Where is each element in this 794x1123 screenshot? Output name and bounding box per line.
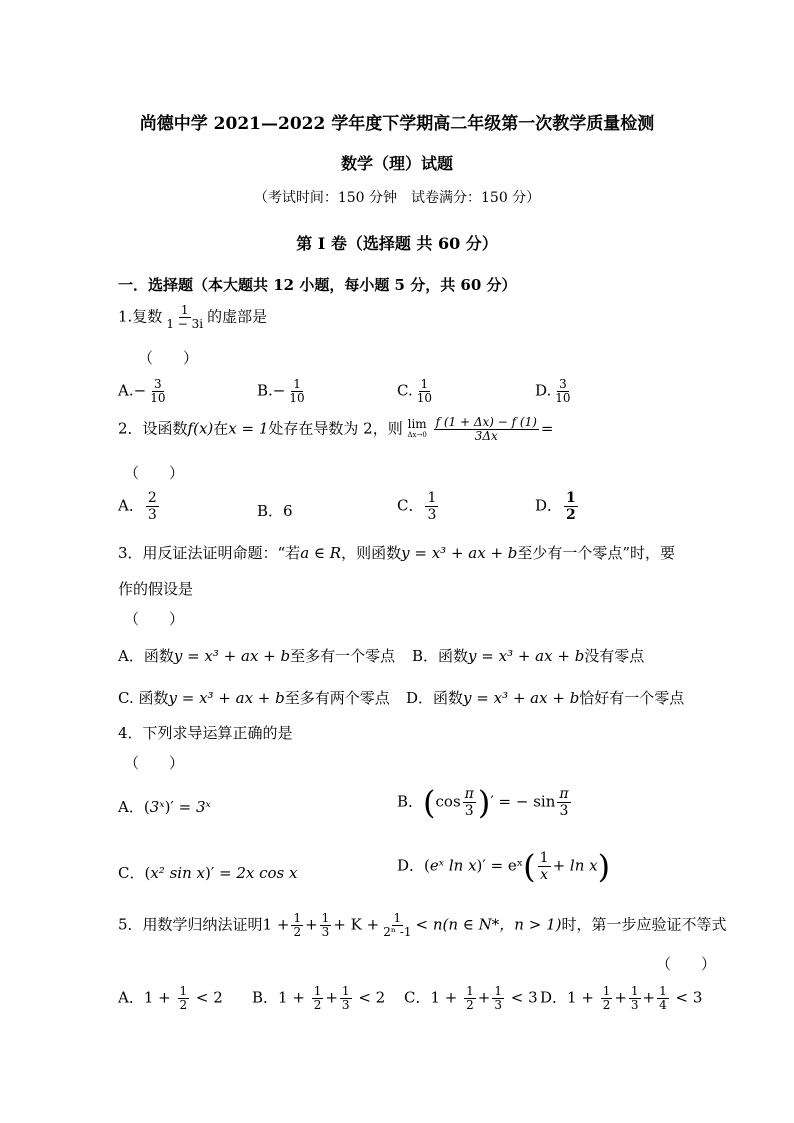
question-5: 5．用数学归纳法证明1 + $\frac{1}{2}$ + $\frac{1}{3}$ + K + $\frac{1}{\text{2ⁿ -1}}$ < n(n ∈ N*，n > 1)时，第一步应验证不等式 bbox=[118, 911, 727, 939]
q5-option-c[interactable]: C．1 + $\frac{1}{2}$ + $\frac{1}{3}$ < 3 bbox=[404, 984, 538, 1012]
answer-blank-1[interactable]: （ ） bbox=[138, 349, 199, 367]
q1-option-b[interactable]: B.− $\frac{1}{10}$ bbox=[257, 377, 305, 405]
q3-option-d[interactable]: D．函数y = x³ + ax + b恰好有一个零点 bbox=[406, 689, 685, 707]
q4-option-a[interactable]: A．(3ˣ)′ = 3ˣ bbox=[118, 798, 211, 816]
question-1: 1.复数 $\frac{1}{1 - 3i}$ 的虚部是 bbox=[118, 303, 268, 331]
answer-blank-4[interactable]: （ ） bbox=[124, 754, 185, 772]
q3-option-c[interactable]: C. 函数y = x³ + ax + b至多有两个零点 bbox=[118, 689, 390, 707]
q1-option-a[interactable]: A.− $\frac{3}{10}$ bbox=[118, 377, 166, 405]
section-heading: 一．选择题（本大题共 12 小题，每小题 5 分，共 60 分） bbox=[118, 276, 517, 294]
question-2: 2．设函数f(x)在x = 1处存在导数为 2，则 lim Δx→0 $\frac{f (1 + \Delta x) - f (1)}{3\Delta x}$ = bbox=[118, 415, 554, 443]
exam-title: 尚德中学 2021—2022 学年度下学期高二年级第一次教学质量检测 bbox=[139, 114, 655, 134]
answer-blank-5[interactable]: （ ） bbox=[656, 955, 717, 973]
q5-option-a[interactable]: A．1 + $\frac{1}{2}$ < 2 bbox=[118, 984, 223, 1012]
q2-option-b[interactable]: B．6 bbox=[257, 502, 293, 520]
q4-option-d[interactable]: D．(eˣ ln x)′ = eˣ( $\frac{1}{x}$ + ln x) bbox=[397, 847, 611, 886]
q3-option-a[interactable]: A．函数y = x³ + ax + b至多有一个零点 bbox=[118, 647, 396, 665]
q2-option-c[interactable]: C． $\frac{1}{3}$ bbox=[397, 490, 437, 523]
volume-heading: 第 I 卷（选择题 共 60 分） bbox=[296, 234, 498, 253]
exam-info: （考试时间：150 分钟 试卷满分：150 分） bbox=[253, 190, 541, 206]
q4-option-b[interactable]: B．(cos $\frac{\pi}{3}$ )′ = − sin $\frac{\pi}{3}$ bbox=[397, 783, 569, 822]
answer-blank-2[interactable]: （ ） bbox=[124, 464, 185, 482]
answer-blank-3[interactable]: （ ） bbox=[124, 610, 185, 628]
question-3-line-1: 3．用反证法证明命题：“若a ∈ R，则函数y = x³ + ax + b至少有一个零点”时，要 bbox=[118, 544, 676, 562]
question-4: 4．下列求导运算正确的是 bbox=[118, 724, 293, 742]
q5-option-b[interactable]: B．1 + $\frac{1}{2}$ + $\frac{1}{3}$ < 2 bbox=[252, 984, 386, 1012]
q2-option-d[interactable]: D． $\frac{1}{2}$ bbox=[535, 490, 576, 523]
q1-option-d[interactable]: D. $\frac{3}{10}$ bbox=[535, 377, 571, 405]
q1-option-c[interactable]: C. $\frac{1}{10}$ bbox=[397, 377, 432, 405]
q5-option-d[interactable]: D．1 + $\frac{1}{2}$ + $\frac{1}{3}$ + $\frac{1}{4}$ < 3 bbox=[540, 984, 703, 1012]
q4-option-c[interactable]: C．(x² sin x)′ = 2x cos x bbox=[118, 864, 298, 882]
exam-subtitle: 数学（理）试题 bbox=[340, 154, 453, 173]
q3-option-b[interactable]: B．函数y = x³ + ax + b没有零点 bbox=[412, 647, 645, 665]
q2-option-a[interactable]: A． $\frac{2}{3}$ bbox=[118, 490, 157, 523]
question-3-line-2: 作的假设是 bbox=[118, 580, 194, 598]
